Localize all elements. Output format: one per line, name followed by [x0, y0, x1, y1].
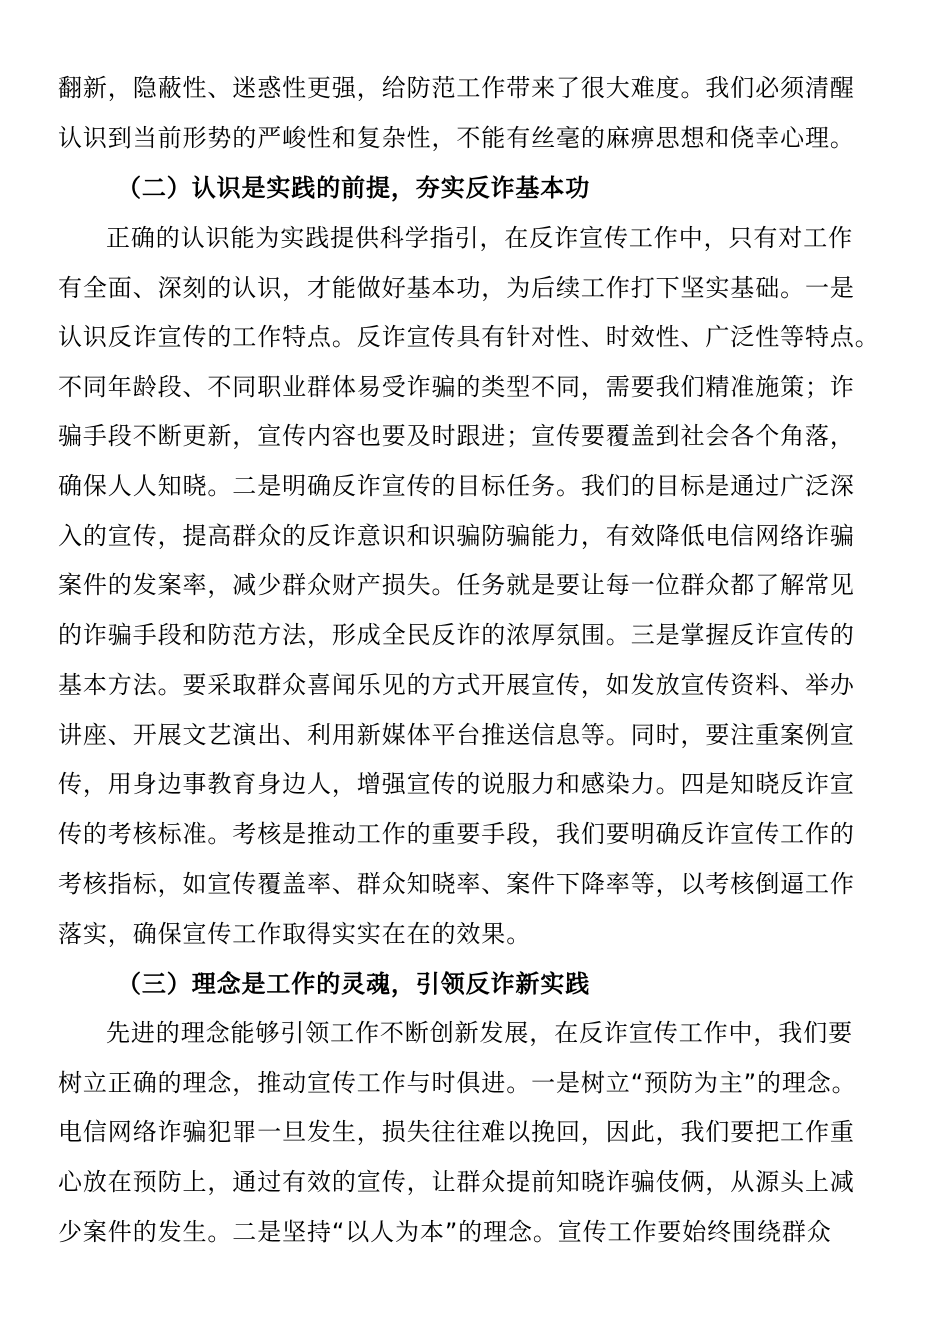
paragraph-first-line: 先进的理念能够引领工作不断创新发展，在反诈宣传工作中，我们要 — [106, 1019, 853, 1047]
body-line: 少案件的发生。二是坚持“以人为本”的理念。宣传工作要始终围绕群众 — [58, 1218, 832, 1246]
body-line: 不同年龄段、不同职业群体易受诈骗的类型不同，需要我们精准施策；诈 — [58, 373, 855, 401]
body-line: 心放在预防上，通过有效的宣传，让群众提前知晓诈骗伎俩，从源头上减 — [58, 1168, 855, 1196]
body-line: 传，用身边事教育身边人，增强宣传的说服力和感染力。四是知晓反诈宣 — [58, 770, 855, 798]
body-line: 电信网络诈骗犯罪一旦发生，损失往往难以挽回，因此，我们要把工作重 — [58, 1118, 855, 1146]
body-line: 的诈骗手段和防范方法，形成全民反诈的浓厚氛围。三是掌握反诈宣传的 — [58, 621, 855, 649]
body-line: 确保人人知晓。二是明确反诈宣传的目标任务。我们的目标是通过广泛深 — [58, 472, 855, 500]
body-line: 入的宣传，提高群众的反诈意识和识骗防骗能力，有效降低电信网络诈骗 — [58, 522, 855, 550]
body-line: 落实，确保宣传工作取得实实在在的效果。 — [58, 920, 532, 948]
body-line: 树立正确的理念，推动宣传工作与时俱进。一是树立“预防为主”的理念。 — [58, 1069, 857, 1097]
paragraph-first-line: 正确的认识能为实践提供科学指引，在反诈宣传工作中，只有对工作 — [106, 224, 853, 252]
body-line: 骗手段不断更新，宣传内容也要及时跟进；宣传要覆盖到社会各个角落， — [58, 422, 855, 450]
body-line: 考核指标，如宣传覆盖率、群众知晓率、案件下降率等，以考核倒逼工作 — [58, 870, 855, 898]
body-line: 案件的发案率，减少群众财产损失。任务就是要让每一位群众都了解常见 — [58, 571, 855, 599]
body-line: 翻新，隐蔽性、迷惑性更强，给防范工作带来了很大难度。我们必须清醒 — [58, 74, 855, 102]
section-heading: （三）理念是工作的灵魂，引领反诈新实践 — [117, 970, 591, 998]
body-line: 传的考核标准。考核是推动工作的重要手段，我们要明确反诈宣传工作的 — [58, 820, 855, 848]
section-heading: （二）认识是实践的前提，夯实反诈基本功 — [117, 174, 591, 202]
body-line: 认识反诈宣传的工作特点。反诈宣传具有针对性、时效性、广泛性等特点。 — [58, 323, 880, 351]
body-line: 有全面、深刻的认识，才能做好基本功，为后续工作打下坚实基础。一是 — [58, 274, 855, 302]
body-line: 认识到当前形势的严峻性和复杂性，不能有丝毫的麻痹思想和侥幸心理。 — [58, 124, 855, 152]
body-line: 讲座、开展文艺演出、利用新媒体平台推送信息等。同时，要注重案例宣 — [58, 721, 855, 749]
body-line: 基本方法。要采取群众喜闻乐见的方式开展宣传，如发放宣传资料、举办 — [58, 671, 855, 699]
